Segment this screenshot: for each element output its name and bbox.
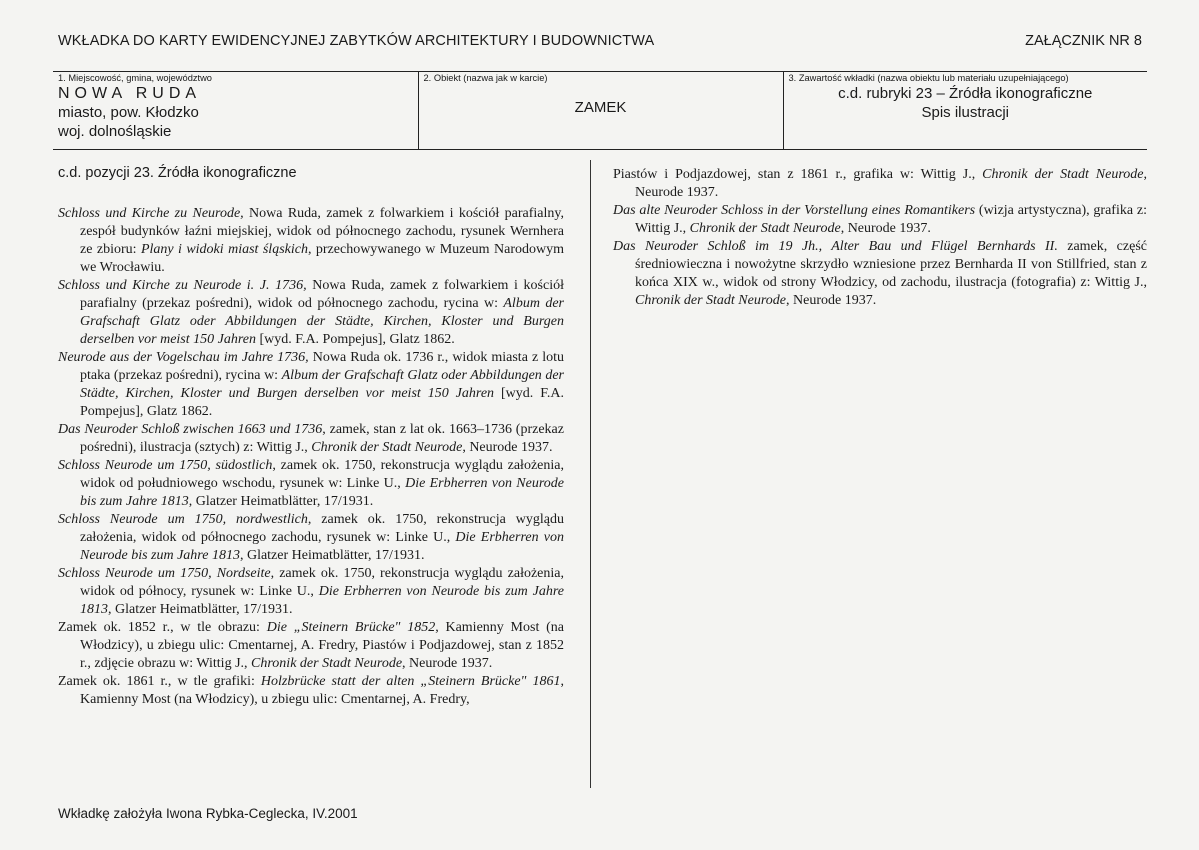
right-column xyxy=(613,166,1147,310)
object-value: ZAMEK xyxy=(574,99,627,116)
entry-title: Das Neuroder Schloß im 19 Jh., Alter Bau und Flügel Bernhards II. xyxy=(613,239,1058,254)
entry-text: , Neurode 1937. xyxy=(635,167,1147,200)
entry-text: , zamek, stan z lat ok. 1663–1736 (przekaz pośredni), ilustracja (sztych) z: Wittig J., xyxy=(80,422,564,455)
entry-text: , przechowywanego w Muzeum Narodowym we Wrocławiu. xyxy=(80,242,564,275)
entry-title: Schloss und Kirche zu Neurode, xyxy=(58,206,244,221)
footer-author: Wkładkę założyła Iwona Rybka-Ceglecka, IV.2001 xyxy=(58,806,358,821)
bibliography-entry xyxy=(58,349,564,421)
entry-text: Nowa Ruda, zamek z folwarkiem i kościół parafialny (przekaz pośredni), widok od północnego zachodu, rycina w: xyxy=(80,278,565,311)
left-column xyxy=(58,205,564,709)
entry-text: , Kamienny Most (na Włodzicy), u zbiegu ulic: Cmentarnej, A. Fredry, Piastów i Podjazdowej, stan z 1852 r., zdjęcie obrazu w: Wittig J., xyxy=(80,620,564,671)
location-county: miasto, pow. Kłodzko xyxy=(58,104,199,121)
bibliography-entry xyxy=(58,457,564,511)
entry-title: Holzbrücke statt der alten „Steinern Brücke" 1861 xyxy=(260,674,561,689)
entry-text: , Neurode 1937. xyxy=(402,656,493,671)
entry-title: Plany i widoki miast śląskich xyxy=(140,242,308,257)
entry-title: Schloss Neurode um 1750, südostlich xyxy=(58,458,273,473)
entry-text: , Kamienny Most (na Włodzicy), u zbiegu ulic: Cmentarnej, A. Fredry, xyxy=(80,674,564,707)
entry-title: Chronik der Stadt Neurode xyxy=(689,221,841,236)
entry-title: Die Erbherren von Neurode bis zum Jahre 1813 xyxy=(80,530,564,563)
contents-label: 3. Zawartość wkładki (nazwa obiektu lub materiału uzupełniającego) xyxy=(788,73,1069,83)
entry-text: Zamek ok. 1861 r., w tle grafiki: xyxy=(58,674,261,689)
entry-title: Chronik der Stadt Neurode xyxy=(311,440,463,455)
document-title: WKŁADKA DO KARTY EWIDENCYJNEJ ZABYTKÓW ARCHITEKTURY I BUDOWNICTWA xyxy=(58,33,655,49)
entry-text: (wizja artystyczna), grafika z: Wittig J., xyxy=(635,203,1147,236)
entry-text: , zamek ok. 1750, rekonstrucja wyglądu założenia, widok od północy, rysunek w: Linke U., xyxy=(80,566,564,599)
annex-number: ZAŁĄCZNIK NR 8 xyxy=(1025,33,1142,49)
column-divider xyxy=(590,160,591,788)
entry-title: Chronik der Stadt Neurode xyxy=(635,293,787,308)
bibliography-entry xyxy=(613,166,1147,202)
entry-title: Die Erbherren von Neurode bis zum Jahre 1813 xyxy=(80,476,565,509)
location-name: NOWA RUDA xyxy=(58,85,202,102)
entry-text: , Neurode 1937. xyxy=(840,221,931,236)
entry-text: , Glatzer Heimatblätter, 17/1931. xyxy=(239,548,425,563)
entry-text: zamek, część średniowieczna i nowożytne skrzydło wzniesione przez Bernharda II von Stillfried, stan z końca XIX w., widok od strony Włodzicy, od zachodu, ilustracja (fotografia) z: Wittig J., xyxy=(635,239,1147,290)
bibliography-entry xyxy=(613,238,1147,310)
entry-text: , zamek ok. 1750, rekonstrucja wyglądu założenia, widok od południowego wschodu, rysunek w: Linke U., xyxy=(80,458,564,491)
entry-title: Das Neuroder Schloß zwischen 1663 und 1736 xyxy=(58,422,323,437)
entry-text: Piastów i Podjazdowej, stan z 1861 r., grafika w: Wittig J., xyxy=(613,167,983,182)
bibliography-entry xyxy=(58,421,564,457)
info-table xyxy=(53,71,1147,150)
object-cell xyxy=(418,72,783,150)
contents-line-1: c.d. rubryki 23 – Źródła ikonograficzne xyxy=(838,85,1093,102)
location-voivodeship: woj. dolnośląskie xyxy=(58,123,172,140)
contents-line-2: Spis ilustracji xyxy=(921,104,1010,121)
entry-text: [wyd. F.A. Pompejus], Glatz 1862. xyxy=(256,332,455,347)
entry-text: Zamek ok. 1852 r., w tle obrazu: xyxy=(58,620,267,635)
bibliography-entry xyxy=(58,565,564,619)
entry-text: , zamek ok. 1750, rekonstrucja wyglądu założenia, widok od północnego zachodu, rysunek w: Linke U., xyxy=(80,512,564,545)
bibliography-entry xyxy=(58,619,564,673)
location-label: 1. Miejscowość, gmina, województwo xyxy=(58,73,212,83)
entry-text: , Glatzer Heimatblätter, 17/1931. xyxy=(188,494,374,509)
entry-title: Die Erbherren von Neurode bis zum Jahre 1813 xyxy=(80,584,564,617)
bibliography-entry xyxy=(58,511,564,565)
entry-text: , Neurode 1937. xyxy=(462,440,553,455)
bibliography-entry xyxy=(58,673,564,709)
entry-title: Schloss und Kirche zu Neurode i. J. 1736, xyxy=(58,278,307,293)
location-cell xyxy=(53,72,418,150)
bibliography-entry xyxy=(613,202,1147,238)
entry-title: Neurode aus der Vogelschau im Jahre 1736, xyxy=(58,350,309,365)
contents-cell xyxy=(783,72,1147,150)
object-label: 2. Obiekt (nazwa jak w karcie) xyxy=(423,73,548,83)
entry-title: Album der Grafschaft Glatz oder Abbildungen der Städte, Kirchen, Kloster und Burgen derselben vor meist 150 Jahren xyxy=(80,368,564,401)
bibliography-entry xyxy=(58,277,564,349)
entry-title: Album der Grafschaft Glatz oder Abbildungen der Städte, Kirchen, Kloster und Burgen derselben vor meist 150 Jahren xyxy=(80,296,564,347)
entry-title: Schloss Neurode um 1750, Nordseite xyxy=(58,566,271,581)
entry-title: Schloss Neurode um 1750, nordwestlich xyxy=(58,512,308,527)
entry-text: , Glatzer Heimatblätter, 17/1931. xyxy=(108,602,293,617)
section-title: c.d. pozycji 23. Źródła ikonograficzne xyxy=(58,165,297,181)
entry-text: [wyd. F.A. Pompejus], Glatz 1862. xyxy=(80,386,564,419)
entry-title: Chronik der Stadt Neurode xyxy=(982,167,1144,182)
entry-text: , Neurode 1937. xyxy=(786,293,877,308)
entry-title: Das alte Neuroder Schloss in der Vorstellung eines Romantikers xyxy=(613,203,976,218)
entry-title: Chronik der Stadt Neurode xyxy=(251,656,403,671)
bibliography-entry xyxy=(58,205,564,277)
entry-title: Die „Steinern Brücke" 1852 xyxy=(266,620,436,635)
entry-text: Nowa Ruda ok. 1736 r., widok miasta z lotu ptaka (przekaz pośredni), rycina w: xyxy=(80,350,564,383)
entry-text: Nowa Ruda, zamek z folwarkiem i kościół parafialny, zespół budynków łaźni miejskiej, widok od północnego zachodu, rysunek Wernhera ze zbioru: xyxy=(80,206,564,257)
